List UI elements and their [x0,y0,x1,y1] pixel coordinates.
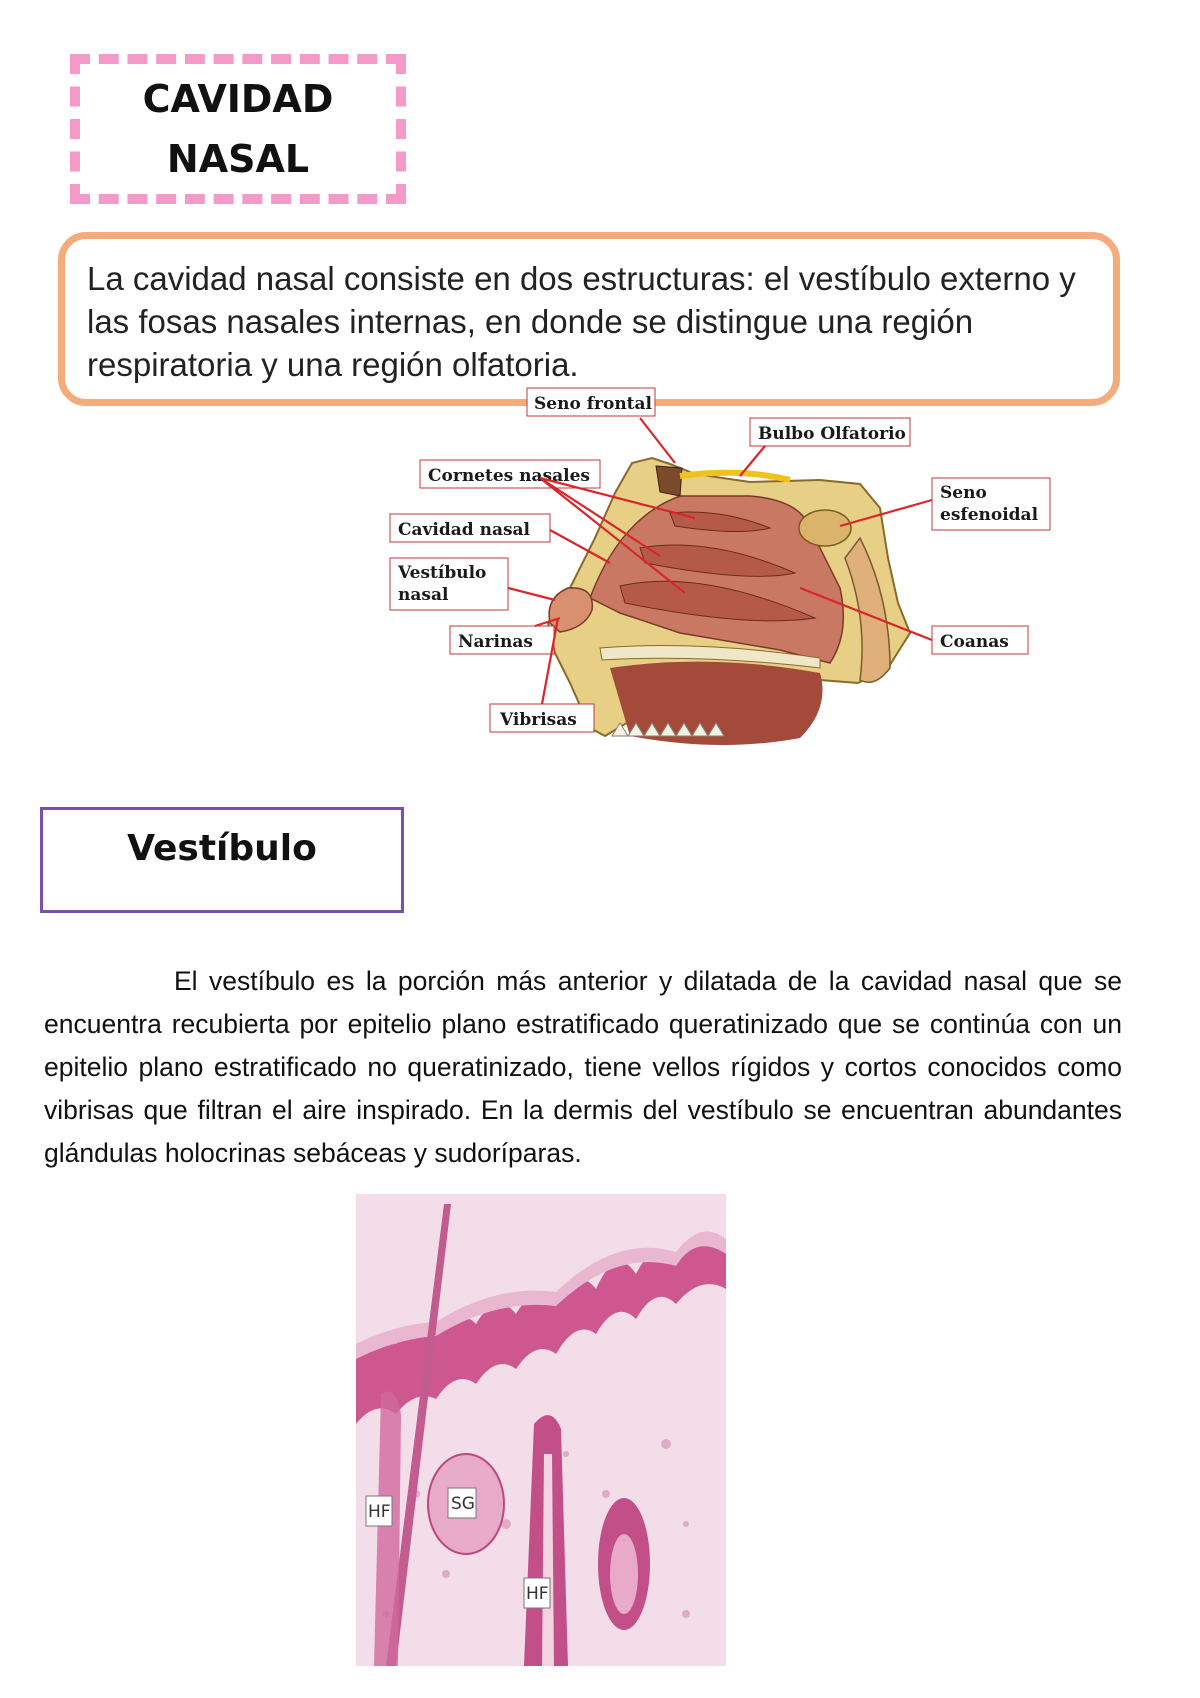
label-seno-frontal-text: Seno frontal [534,394,653,414]
title-line-1: CAVIDAD [142,77,334,121]
histology-micrograph [356,1194,726,1666]
label-narinas-text: Narinas [458,632,533,652]
section-heading: Vestíbulo [127,828,317,869]
label-seno-frontal [527,388,655,416]
histology-label-hf-1-text: HF [368,1502,391,1522]
histology-label-hf-2-text: HF [526,1584,549,1604]
title-box [70,54,406,204]
histology-label-hf-2 [524,1578,550,1608]
body-paragraph: El vestíbulo es la porción más anterior y dilatada de la cavidad nasal que se encuentra recubierta por epitelio plano estratificado queratinizado que se continúa con un epitelio plano estratificado no queratinizado, tiene vellos rígidos y cortos conocidos como vibrisas que filtran el aire inspirado. En la dermis del vestíbulo se encuentran abundantes glándulas holocrinas sebáceas y sudoríparas. [44,966,1122,1168]
label-vestibulo-nasal-text-1: Vestíbulo [398,563,487,583]
label-cavidad-nasal-text: Cavidad nasal [398,520,531,540]
label-narinas [450,626,554,654]
nasal-anatomy-figure [398,394,1060,786]
label-cornetes-nasales-text: Cornetes nasales [428,466,590,486]
histology-label-hf-1 [366,1496,392,1526]
label-bulbo-olfatorio-text: Bulbo Olfatorio [758,424,906,444]
intro-text: La cavidad nasal consiste en dos estructuras: el vestíbulo externo y las fosas nasales internas, en donde se distingue una región respiratoria y una región olfatoria. [87,260,1076,383]
nasal-anatomy-illustration [398,394,1060,786]
intro-box [58,232,1120,406]
label-seno-esfenoidal-text-2: esfenoidal [940,505,1039,525]
label-seno-esfenoidal-text-1: Seno [940,483,987,503]
frontal-sinus [656,466,682,496]
label-seno-esfenoidal [932,478,1050,530]
label-vibrisas [490,704,594,732]
histology-label-sg [448,1488,476,1518]
section-heading-box [40,807,404,913]
label-vibrisas-text: Vibrisas [500,710,577,730]
label-vestibulo-nasal [390,558,508,610]
label-cornetes-nasales [420,460,600,488]
histology-label-sg-text: SG [451,1494,475,1514]
title-line-2: NASAL [166,137,310,181]
label-vestibulo-nasal-text-2: nasal [398,585,449,605]
label-cavidad-nasal [390,514,550,542]
label-coanas-text: Coanas [940,632,1009,652]
label-coanas [932,626,1028,654]
histology-image [356,1194,726,1666]
sphenoid-sinus [799,510,851,546]
label-bulbo-olfatorio [750,418,910,446]
